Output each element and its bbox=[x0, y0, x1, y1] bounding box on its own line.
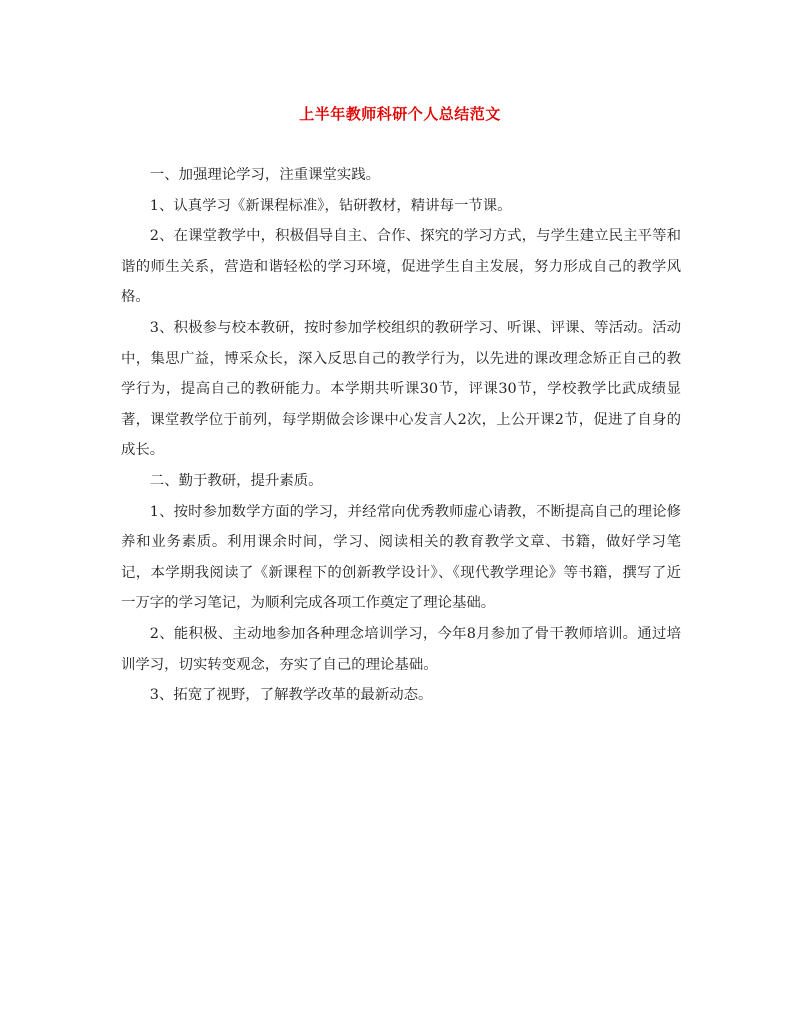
paragraph: 1、认真学习《新课程标准》，钻研教材，精讲每一节课。 bbox=[149, 197, 512, 214]
section-heading-1: 一、加强理论学习，注重课堂实践。 bbox=[149, 167, 381, 183]
document-title: 上半年教师科研个人总结范文 bbox=[299, 105, 501, 123]
paragraph: 2、能积极、主动地参加各种理念培训学习，今年8月参加了骨干教师培训。通过培训学习，切实转变观念，夯实了自己的理论基础。 bbox=[121, 625, 681, 673]
document-body bbox=[121, 160, 681, 711]
paragraph: 3、积极参与校本教研，按时参加学校组织的教研学习、听课、评课、等活动。活动中，集思广益，博采众长，深入反思自己的教学行为，以先进的课改理念矫正自己的教学行为，提高自己的教研能力。本学期共听课30节，评课30节，学校教学比武成绩显著，课堂教学位于前列，每学期做会诊课中心发言人2次，上公开课2节，促进了自身的成长。 bbox=[121, 319, 681, 459]
section-heading-2: 二、勤于教研，提升素质。 bbox=[149, 472, 323, 489]
paragraph: 2、在课堂教学中，积极倡导自主、合作、探究的学习方式，与学生建立民主平等和谐的师生关系，营造和谐轻松的学习环境，促进学生自主发展，努力形成自己的教学风格。 bbox=[121, 228, 681, 306]
paragraph: 1、按时参加数学方面的学习，并经常向优秀教师虚心请教，不断提高自己的理论修养和业务素质。利用课余时间，学习、阅读相关的教育教学文章、书籍，做好学习笔记，本学期我阅读了《新课程下的创新教学设计》、《现代教学理论》等书籍，撰写了近一万字的学习笔记，为顺利完成各项工作奠定了理论基础。 bbox=[121, 503, 681, 612]
paragraph: 3、拓宽了视野，了解教学改革的最新动态。 bbox=[149, 687, 433, 704]
